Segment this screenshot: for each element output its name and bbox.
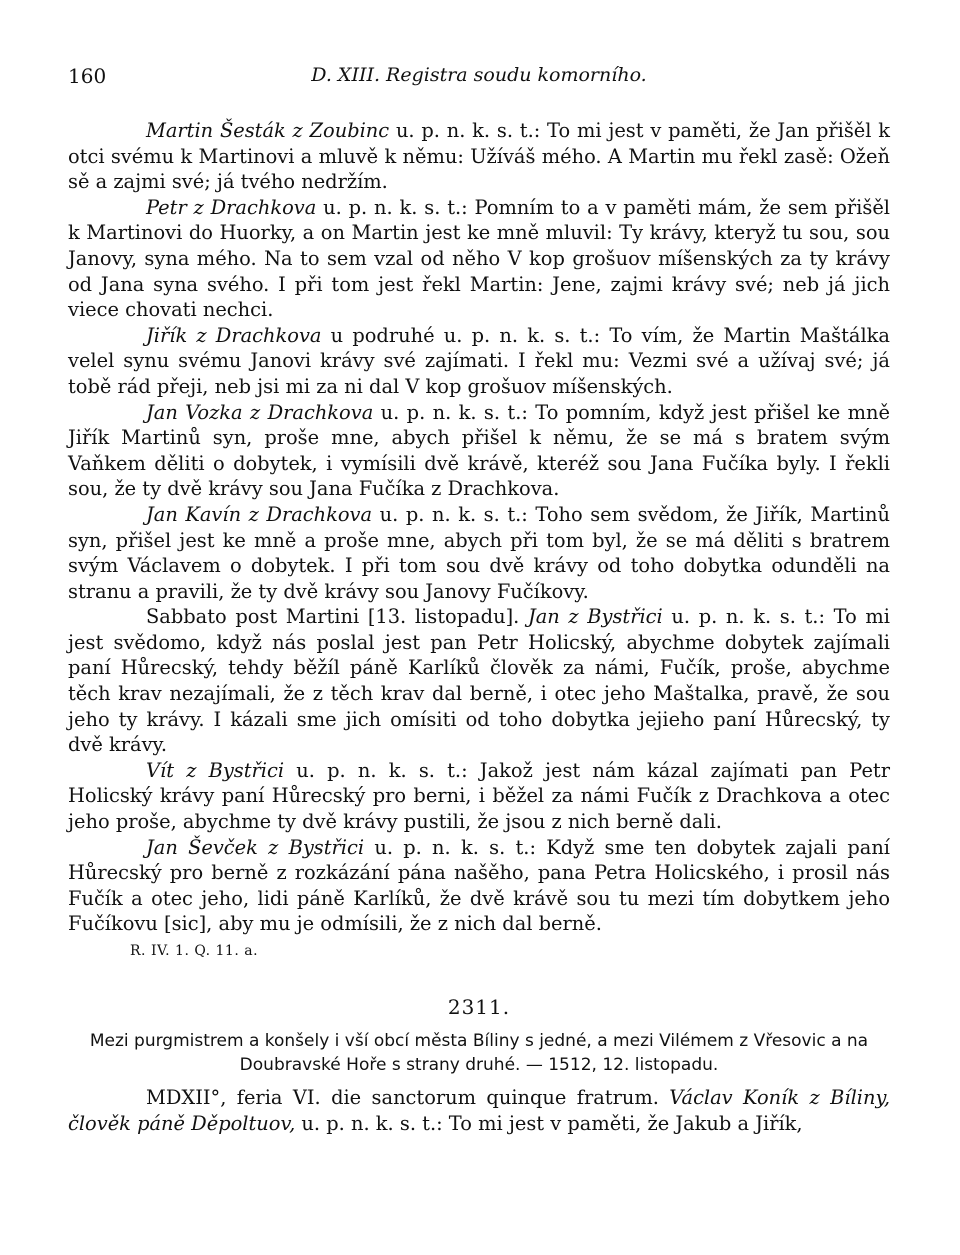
testimony-text: u. p. n. k. s. t.: Když sme ten dobytek zajali paní Hůrecský pro berně z rozkázání pána našěho, pana Petra Holicského, i prosil nás Fučík a otec jeho, lidi páně Karlíků, že dvě krávě sou tu mezi tím dobytkem jeho Fučíkovu [sic], aby mu je odmísili, že z nich dal berně. bbox=[68, 835, 891, 936]
testimony-text: u. p. n. k. s. t.: To mi jest v paměti, že Jakub a Jiřík, bbox=[295, 1111, 803, 1135]
source-reference: R. IV. 1. Q. 11. a. bbox=[130, 943, 259, 959]
testimony-paragraph bbox=[68, 502, 890, 604]
testimony-paragraph bbox=[68, 758, 890, 835]
testimony-paragraph bbox=[68, 835, 890, 937]
witness-name: Jan z Bystřici bbox=[527, 605, 663, 629]
opening-paragraph bbox=[68, 1085, 890, 1136]
witness-name: Petr z Drachkova bbox=[146, 195, 317, 219]
page-number: 160 bbox=[68, 64, 107, 88]
testimony-paragraph bbox=[68, 604, 890, 758]
witness-name: Jiřík z Drachkova bbox=[146, 323, 322, 347]
document-page bbox=[68, 64, 890, 1136]
witness-name: Vít z Bystřici bbox=[146, 758, 285, 782]
testimony-paragraph bbox=[68, 400, 890, 502]
witness-name: Václav Koník z Bíliny, člověk páně Děpoltuov, bbox=[68, 1086, 890, 1135]
witness-name: Jan Vozka z Drachkova bbox=[146, 400, 374, 424]
testimony-text: u. p. n. k. s. t.: To pomním, když jest přišel ke mně Jiřík Martinů syn, proše mne, abych přišel k němu, že se má s bratem svým Vaňkem děliti o dobytek, i vymísili dvě krávě, kteréž sou Jana Fučíka byly. I řekli sou, že ty dvě krávy sou Jana Fučíka z Drachkova. bbox=[68, 400, 890, 501]
witness-name: Jan Kavín z Drachkova bbox=[146, 502, 373, 526]
date-lead: MDXII°, feria VI. die sanctorum quinque fratrum. bbox=[146, 1086, 670, 1109]
regest-line: Doubravské Hoře s strany druhé. — 1512, 12. listopadu. bbox=[239, 1055, 719, 1075]
witness-name: Martin Šesták z Zoubinc bbox=[146, 119, 390, 142]
testimony-text: u. p. n. k. s. t.: To mi jest svědomo, když nás poslal jest pan Petr Holicský, abychme dobytek zajímali paní Hůrecský, tehdy běžíl páně Karlíků člověk za námi, Fučík, proše, abychme těch krav nezajímali, že z těch krav dal berně, i otec jeho Maštalka, pravě, že sou jeho ty krávy. I kázali sme jich omísiti od toho dobytka jejieho paní Hůrecský, ty dvě krávy. bbox=[68, 605, 890, 757]
regest-line: Mezi purgmistrem a konšely i vší obcí města Bíliny s jedné, a mezi Vilémem z Vřesovic a na bbox=[89, 1031, 869, 1051]
testimony-paragraph bbox=[68, 118, 890, 195]
testimony-text: u podruhé u. p. n. k. s. t.: To vím, že Martin Maštálka velel synu svému Janovi krávy své zajímati. I řekl mu: Vezmi své a užívaj své; já tobě rád přeji, neb jsi mi za ni dal V kop grošuov míšenských. bbox=[68, 323, 890, 398]
witness-name: Jan Ševček z Bystřici bbox=[146, 835, 365, 859]
testimony-text: u. p. n. k. s. t.: Pomním to a v paměti mám, že sem přišěl k Martinovi do Huorky, a on Martin jest ke mně mluvil: Ty krávy, kteryž tu sou, sou Janovy, syna mého. Na to sem vzal od něho V kop grošuov míšenských za ty krávy od Jana syna svého. I při tom jest řekl Martin: Jene, zajmi krávy své; neb já jich viece chovati nechci. bbox=[68, 195, 891, 322]
testimony-paragraph bbox=[68, 323, 890, 400]
document-regest bbox=[68, 1029, 890, 1077]
testimony-text: u. p. n. k. s. t.: Toho sem svědom, že Jiřík, Martinů syn, přišel jest ke mně a proše mne, abych při tom byl, že se má děliti s bratrem svým Václavem o dobytek. I při tom sou dvě krávy od toho dobytka odunděli na stranu a pravili, že ty dvě krávy sou Janovy Fučíkovy. bbox=[68, 502, 890, 603]
body-text bbox=[68, 118, 890, 1136]
document-number: 2311. bbox=[447, 995, 511, 1019]
running-title: D. XIII. Registra soudu komorního. bbox=[311, 64, 647, 86]
testimony-text: u. p. n. k. s. t.: To mi jest v paměti, že Jan přišěl k otci svému k Martinovi a mluvě k němu: Užíváš mého. A Martin mu řekl zasě: Ožeň sě a zajmi své; já tvého nedržím. bbox=[68, 119, 890, 194]
date-lead: Sabbato post Martini [13. listopadu]. bbox=[146, 605, 528, 629]
testimony-text: u. p. n. k. s. t.: Jakož jest nám kázal zajímati pan Petr Holicský krávy paní Hůrecský pro berni, i běžel za námi Fučík z Drachkova a otec jeho proše, abychme ty dvě krávy pustili, že jsou z nich berně dali. bbox=[68, 758, 890, 834]
page-header bbox=[68, 64, 890, 100]
testimony-paragraph bbox=[68, 195, 890, 323]
